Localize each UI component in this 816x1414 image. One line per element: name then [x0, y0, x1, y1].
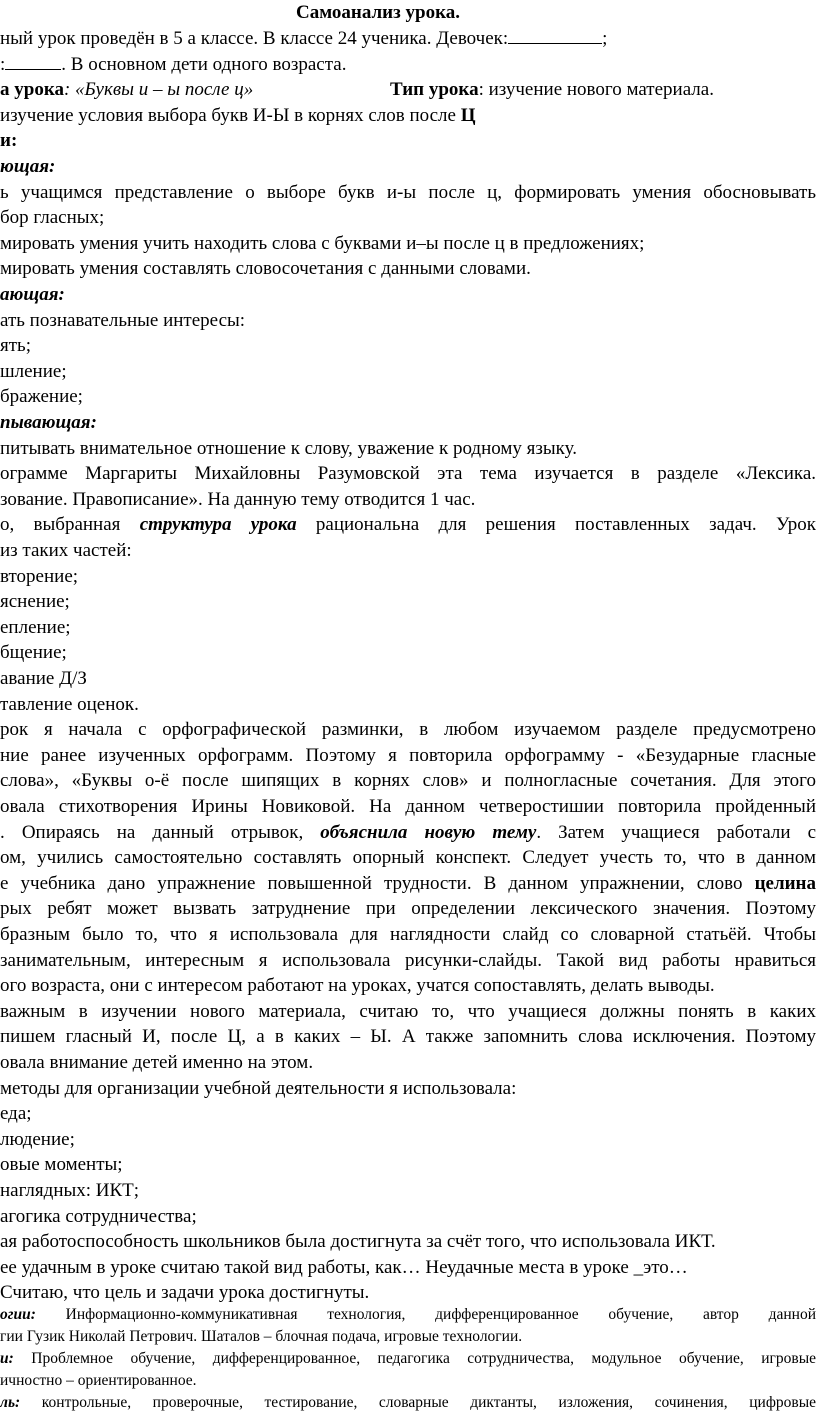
text-line: пишем гласный И, после Ц, а в каких – Ы. А также запомнить слова исключения. Поэтому: [0, 1026, 816, 1047]
text-line: ограмме Маргариты Михайловны Разумовской эта тема изучается в разделе «Лексика.: [0, 463, 816, 484]
text-line: зование. Правописание». На данную тему отводится 1 час.: [0, 489, 476, 510]
text-span: рациональна для решения поставленных задач. Урок: [296, 514, 816, 535]
text-span: . Затем учащиеся работали с: [536, 822, 816, 843]
text-line: рых ребят может вызвать затруднение при определении лексического значения. Поэтому: [0, 898, 816, 919]
label-bold: а урока: [0, 79, 64, 100]
text-line: ать познавательные интересы:: [0, 310, 246, 331]
text-span: о, выбранная: [0, 514, 140, 535]
list-item: наглядных: ИКТ;: [0, 1180, 140, 1201]
list-item: бщение;: [0, 642, 67, 663]
text-bold: Ц: [460, 105, 476, 126]
text-line: ние ранее изученных орфограмм. Поэтому я повторила орфограмму - «Безударные гласные: [0, 745, 816, 766]
text-line: ая работоспособность школьников была достигнута за счёт того, что использовала ИКТ.: [0, 1231, 716, 1252]
text-span: е учебника дано упражнение повышенной трудности. В данном упражнении, слово: [0, 873, 755, 894]
text-line: ом, учились самостоятельно составлять опорный конспект. Следует учесть то, что в данном: [0, 847, 816, 868]
text-span: : изучение нового материала.: [478, 79, 714, 100]
text-line: рок я начала с орфографической разминки, в любом изучаемом разделе предусмотрено: [0, 719, 816, 740]
text-line: [0, 1392, 816, 1414]
text-line: мировать умения составлять словосочетания с данными словами.: [0, 258, 531, 279]
text-line: [0, 512, 816, 538]
text-line: [0, 103, 475, 129]
text-line: [0, 1348, 816, 1370]
text-line: [0, 871, 816, 897]
text-line: ичностно – ориентированное.: [0, 1372, 197, 1389]
subsection-heading: ющая:: [0, 156, 56, 177]
text-line: Считаю, что цель и задачи урока достигнуты.: [0, 1282, 370, 1303]
text-line: ого возраста, они с интересом работают на уроках, учатся сопоставлять, делать выводы.: [0, 975, 715, 996]
text-line: занимательным, интересным я использовала рисунки-слайды. Такой вид работы нравиться: [0, 950, 816, 971]
text-line: бразным было то, что я использовала для наглядности слайд со словарной статьёй. Чтобы: [0, 924, 816, 945]
text-line: [0, 52, 346, 78]
text-line: слова», «Буквы о-ё после шипящих в корнях слов» и полногласные сочетания. Для этого: [0, 770, 816, 791]
label-bold: Тип урока: [390, 79, 479, 100]
label-bold-italic: ль:: [0, 1394, 21, 1411]
emphasis: объяснила новую тему: [320, 822, 537, 843]
text-line: [0, 26, 607, 52]
text-line: гии Гузик Николай Петрович. Шаталов – блочная подача, игровые технологии.: [0, 1328, 523, 1345]
document-title: Самоанализ урока.: [296, 2, 460, 23]
emphasis: структура урока: [139, 514, 297, 535]
text-line: питывать внимательное отношение к слову, уважение к родному языку.: [0, 438, 577, 459]
list-item: вторение;: [0, 566, 79, 587]
list-item: епление;: [0, 617, 71, 638]
text-line: овала стихотворения Ирины Новиковой. На данном четверостишии повторила пройденный: [0, 796, 816, 817]
text-span: Информационно-коммуникативная технология, дифференцированное обучение, автор данной: [35, 1306, 816, 1323]
list-item: овые моменты;: [0, 1154, 123, 1175]
text-line: важным в изучении нового материала, считаю то, что учащиеся должны понять в каких: [0, 1001, 816, 1022]
list-item: ять;: [0, 335, 31, 356]
text-line: из таких частей:: [0, 540, 132, 561]
label-bold-italic: и:: [0, 1350, 14, 1367]
list-item: шление;: [0, 361, 67, 382]
text-span: ;: [602, 28, 608, 49]
blank-field: [508, 26, 602, 44]
text-bold: целина: [754, 873, 816, 894]
list-item: бражение;: [0, 386, 83, 407]
text-span: . Опираясь на данный отрывок,: [0, 822, 321, 843]
text-line: мировать умения учить находить слова с буквами и–ы после ц в предложениях;: [0, 233, 645, 254]
list-item: яснение;: [0, 591, 70, 612]
text-span: Проблемное обучение, дифференцированное, педагогика сотрудничества, модульное обучение, игровые: [13, 1350, 816, 1367]
text-span: :: [0, 54, 6, 75]
text-line: [0, 1304, 816, 1326]
text-line: [0, 77, 714, 103]
lesson-type: [390, 77, 714, 103]
text-line: бор гласных;: [0, 207, 105, 228]
list-item: людение;: [0, 1129, 75, 1150]
text-span: ный урок проведён в 5 а классе. В классе 24 ученика. Девочек:: [0, 28, 509, 49]
section-heading: и:: [0, 130, 18, 151]
text-span: изучение условия выбора букв И-Ы в корнях слов после: [0, 105, 461, 126]
list-item: тавление оценок.: [0, 694, 139, 715]
list-item: еда;: [0, 1103, 32, 1124]
text-line: овала внимание детей именно на этом.: [0, 1052, 314, 1073]
list-item: агогика сотрудничества;: [0, 1206, 197, 1227]
subsection-heading: пывающая:: [0, 412, 97, 433]
lesson-topic: : «Буквы и – ы после ц»: [63, 79, 254, 100]
text-line: ее удачным в уроке считаю такой вид работы, как… Неудачные места в уроке _это…: [0, 1257, 688, 1278]
text-span: . В основном дети одного возраста.: [61, 54, 347, 75]
blank-field: [5, 52, 61, 70]
text-line: ь учащимся представление о выборе букв и-ы после ц, формировать умения обосновывать: [0, 182, 816, 203]
text-line: [0, 820, 816, 846]
subsection-heading: ающая:: [0, 284, 65, 305]
text-line: методы для организации учебной деятельности я использовала:: [0, 1078, 517, 1099]
text-span: контрольные, проверочные, тестирование, словарные диктанты, изложения, сочинения, цифровые: [20, 1394, 816, 1411]
list-item: авание Д/З: [0, 668, 87, 689]
label-bold-italic: огии:: [0, 1306, 36, 1323]
